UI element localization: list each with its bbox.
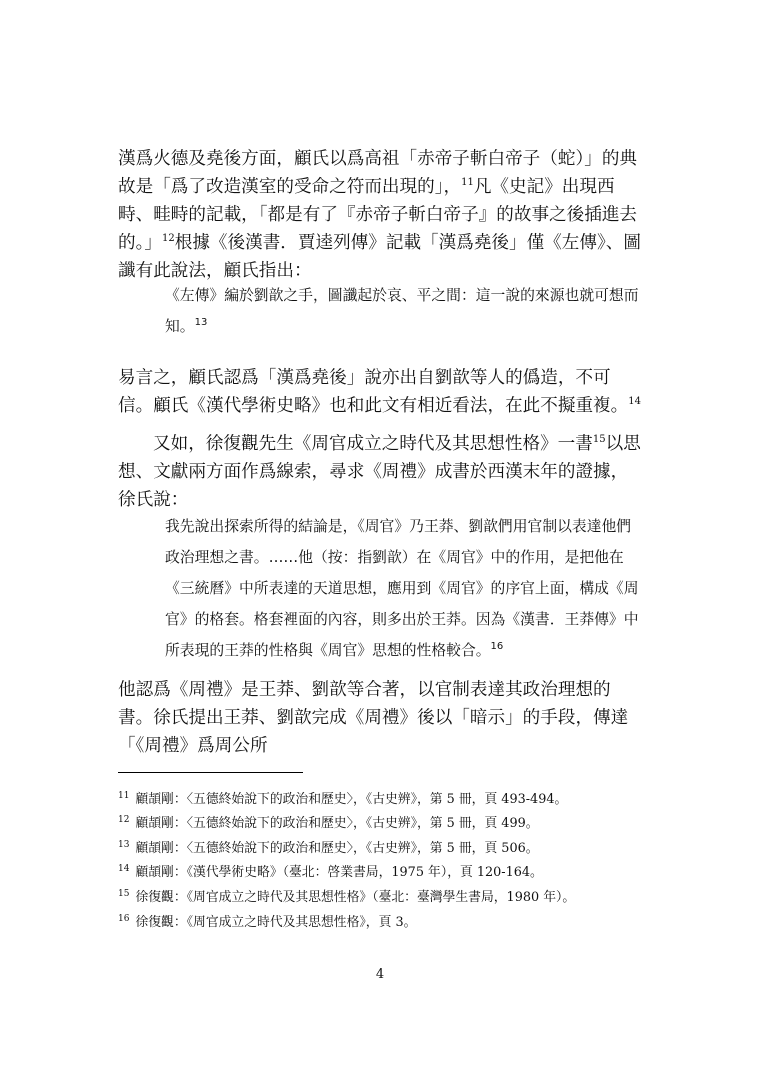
footnote-ref-11[interactable]: 11 <box>461 177 474 189</box>
paragraph-1 <box>118 145 642 285</box>
footnote-number: 13 <box>118 839 130 850</box>
footnote-11 <box>118 791 648 809</box>
footnote-text: 徐復觀：《周官成立之時代及其思想性格》（臺北：臺灣學生書局，1980 年）。 <box>135 890 576 905</box>
footnote-12 <box>118 815 648 833</box>
footnote-ref-14[interactable]: 14 <box>628 396 641 408</box>
footnote-ref-12[interactable]: 12 <box>161 233 175 245</box>
footnote-ref-16[interactable]: 16 <box>490 641 504 653</box>
footnote-ref-13[interactable]: 13 <box>194 317 208 329</box>
footnote-number: 16 <box>118 913 130 924</box>
footnote-text: 顧頡剛：〈五德終始說下的政治和歷史〉，《古史辨》，第 5 冊，頁 493-494。 <box>135 792 568 807</box>
paragraph-2-text: 易言之，顧氏認爲「漢爲堯後」說亦出自劉歆等人的僞造，不可信。顧氏《漢代學術史略》也和此文有相近看法，在此不擬重複。 <box>118 368 629 416</box>
block-quote-2 <box>165 511 643 666</box>
footnote-number: 12 <box>118 814 130 825</box>
paragraph-4-text: 他認爲《周禮》是王莽、劉歆等合著，以官制表達其政治理想的書。徐氏提出王莽、劉歆完成《周禮》後以「暗示」的手段，傳達「《周禮》爲周公所 <box>118 680 629 756</box>
paragraph-3 <box>118 430 642 514</box>
footnote-14 <box>118 864 648 882</box>
footnote-number: 14 <box>118 863 130 874</box>
footnote-text: 顧頡剛：《漢代學術史略》（臺北：啓業書局，1975 年），頁 120-164。 <box>135 865 543 880</box>
paragraph-1-text-b: 凡《史記》出現西畤、畦畤的記載，「都是有了『赤帝子斬白帝子』的故事之後插進去的。」 <box>118 177 638 253</box>
footnote-ref-15[interactable]: 15 <box>592 434 606 446</box>
block-quote-2-text: 我先說出探索所得的結論是，《周官》乃王莽、劉歆們用官制以表達他們政治理想之書。……他（按：指劉歆）在《周官》中的作用，是把他在《三統曆》中所表達的天道思想，應用到《周官》的序官上面，構成《周官》的格套。格套裡面的內容，則多出於王莽。因為《漢書．王莽傳》中所表現的王莽的性格與《周官》思想的性格較合。 <box>165 518 639 659</box>
footnote-text: 徐復觀：《周官成立之時代及其思想性格》，頁 3。 <box>135 915 417 930</box>
paragraph-3-text-a: 又如，徐復觀先生《周官成立之時代及其思想性格》一書 <box>153 434 593 454</box>
footnote-number: 15 <box>118 888 130 899</box>
block-quote-1-text: 《左傳》編於劉歆之手，圖讖起於哀、平之間：這一說的來源也就可想而知。 <box>165 287 639 335</box>
paragraph-2 <box>118 364 642 420</box>
footnote-separator <box>118 772 303 773</box>
paragraph-1-text-a: 漢爲火德及堯後方面，顧氏以爲高祖「赤帝子斬白帝子（蛇）」的典故是「爲了改造漢室的受命之符而出現的」， <box>118 149 638 197</box>
paragraph-3-text-b: 以思想、文獻兩方面作爲線索，尋求《周禮》成書於西漢末年的證據，徐氏說： <box>118 434 641 510</box>
paragraph-4 <box>118 676 642 760</box>
footnote-13 <box>118 840 648 858</box>
footnote-15 <box>118 889 648 907</box>
footnote-16 <box>118 914 648 932</box>
paragraph-1-text-c: 根據《後漢書．賈逵列傳》記載「漢爲堯後」僅《左傳》、圖讖有此說法，顧氏指出： <box>118 233 641 281</box>
footnote-text: 顧頡剛：〈五德終始說下的政治和歷史〉，《古史辨》，第 5 冊，頁 506。 <box>135 841 539 856</box>
footnote-text: 顧頡剛：〈五德終始說下的政治和歷史〉，《古史辨》，第 5 冊，頁 499。 <box>135 816 539 831</box>
footnote-number: 11 <box>118 790 130 801</box>
block-quote-1 <box>165 280 643 342</box>
page-number: 4 <box>375 967 385 982</box>
